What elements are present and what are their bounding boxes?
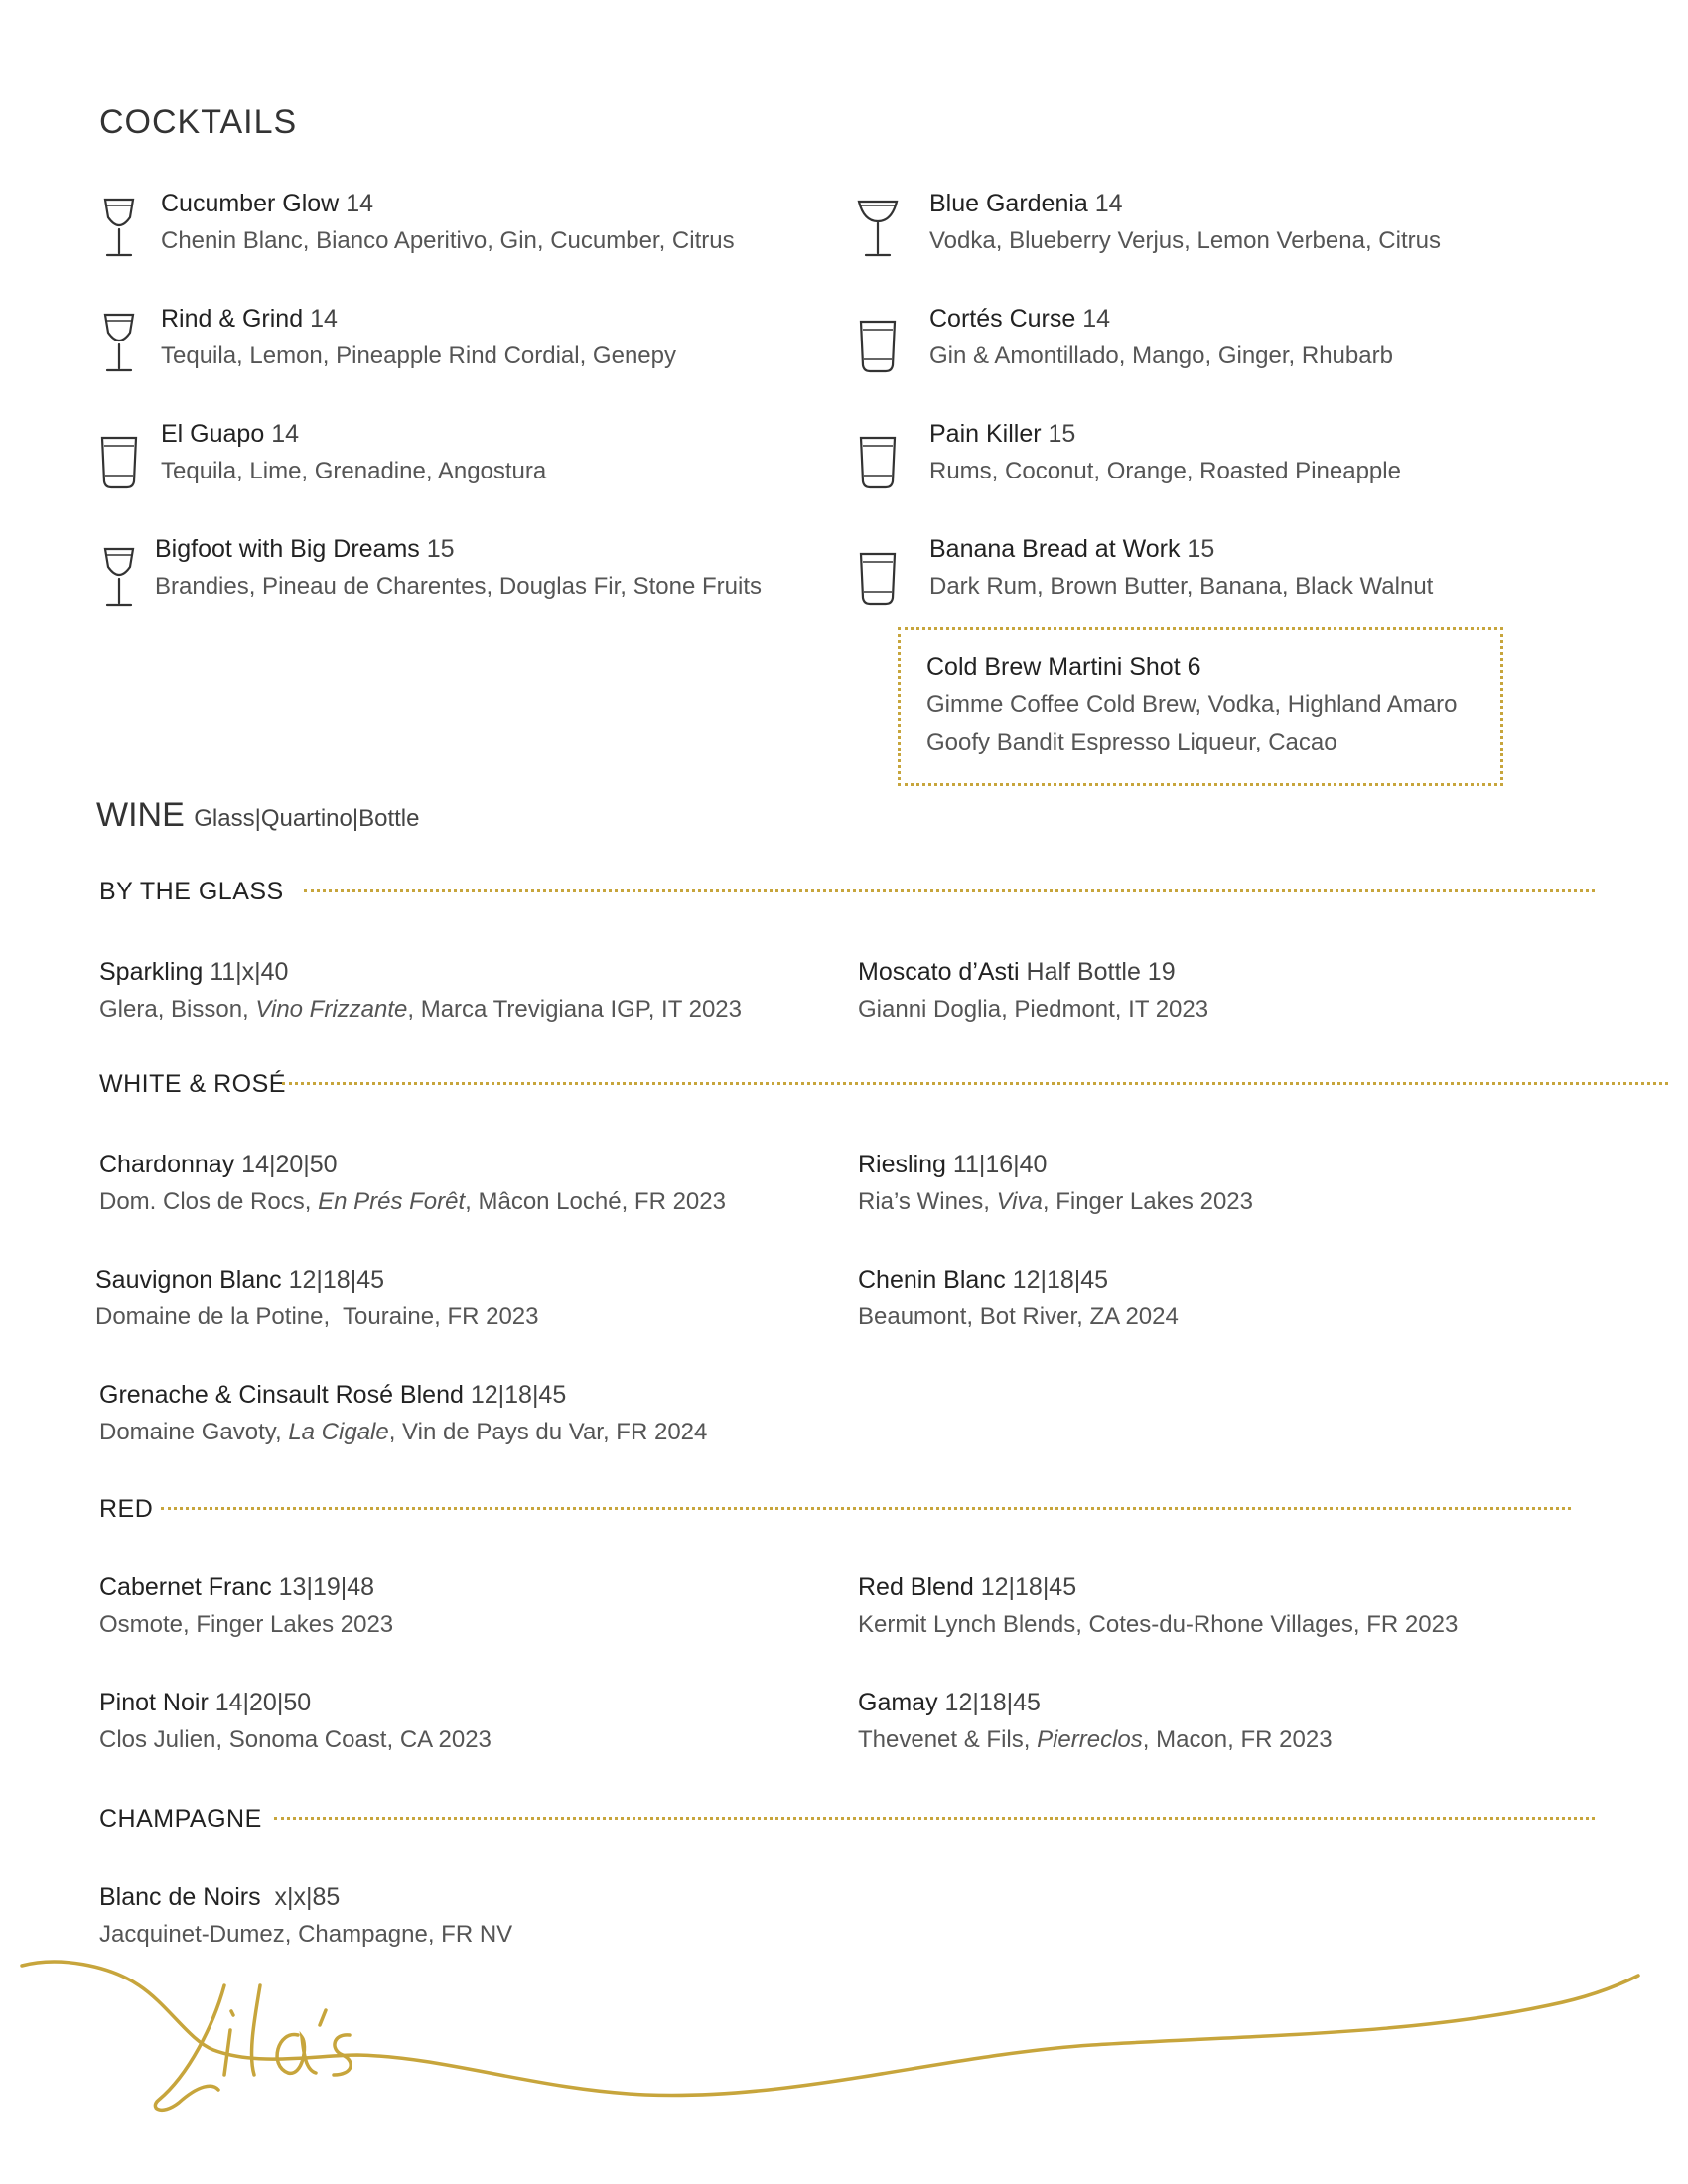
wine-desc-text: Osmote, Finger Lakes 2023 (99, 1611, 394, 1638)
cold-brew-shot-box (898, 627, 1503, 786)
cocktail-desc: Chenin Blanc, Bianco Aperitivo, Gin, Cucumber, Citrus (161, 227, 735, 254)
wine-item (99, 1146, 726, 1221)
wine-desc-text: , Finger Lakes 2023 (1042, 1188, 1253, 1215)
section-red: RED (99, 1495, 154, 1523)
cocktail-price: 14 (1094, 190, 1123, 217)
wine-name: Chardonnay (99, 1151, 235, 1178)
cocktail-price: 14 (346, 190, 373, 217)
wine-desc-text: , Vin de Pays du Var, FR 2024 (388, 1419, 708, 1445)
wine-item (858, 953, 1208, 1028)
cocktail-price: 15 (1048, 420, 1076, 448)
wine-name: Red Blend (858, 1573, 974, 1601)
wine-title: WINE (96, 796, 185, 834)
wine-desc (95, 1298, 539, 1336)
cocktail-price: 14 (1082, 305, 1111, 333)
cocktail-desc: Tequila, Lemon, Pineapple Rind Cordial, Genepy (161, 342, 676, 369)
wine-price: 12|18|45 (944, 1689, 1041, 1716)
wine-price: x|x|85 (267, 1883, 341, 1911)
wine-name: Cabernet Franc (99, 1573, 272, 1601)
wine-item (99, 1376, 707, 1451)
cocktail-desc: Tequila, Lime, Grenadine, Angostura (161, 458, 547, 484)
wine-heading (96, 796, 419, 835)
cocktail-item (161, 185, 735, 260)
cocktail-name: Pain Killer (929, 420, 1042, 448)
cocktail-name: Cortés Curse (929, 305, 1076, 333)
wine-name: Chenin Blanc (858, 1266, 1006, 1294)
wine-item (99, 1569, 393, 1644)
cocktail-name: Bigfoot with Big Dreams (155, 535, 420, 563)
cocktail-price: 15 (1187, 535, 1215, 563)
wine-desc-text: Ria’s Wines, (858, 1188, 997, 1215)
wine-item (99, 1684, 492, 1759)
wine-desc (99, 991, 742, 1028)
cocktail-price: 14 (310, 305, 338, 333)
wine-desc-text: Dom. Clos de Rocs, (99, 1188, 319, 1215)
wine-price: 12|18|45 (288, 1266, 385, 1294)
wine-price: 11|x|40 (210, 958, 289, 986)
section-divider (274, 1817, 1595, 1820)
wine-price: 14|20|50 (241, 1151, 338, 1178)
wine-item (858, 1569, 1458, 1644)
wine-desc-italic: Vino Frizzante (255, 996, 408, 1023)
wine-desc-text: Domaine de la Potine, Touraine, FR 2023 (95, 1303, 539, 1330)
wine-glass-icon (97, 309, 141, 378)
wine-item (858, 1261, 1179, 1336)
coupe-glass-icon (856, 194, 900, 263)
wine-price: 12|18|45 (470, 1381, 567, 1409)
wine-desc-text: Domaine Gavoty, (99, 1419, 289, 1445)
wine-name: Grenache & Cinsault Rosé Blend (99, 1381, 464, 1409)
wine-name: Pinot Noir (99, 1689, 209, 1716)
wine-desc-italic: Viva (996, 1188, 1043, 1215)
wine-desc-text: Jacquinet-Dumez, Champagne, FR NV (99, 1921, 513, 1948)
cocktail-item (155, 530, 762, 606)
cocktail-name: Cucumber Glow (161, 190, 340, 217)
wine-desc-italic: La Cigale (288, 1419, 389, 1445)
section-divider (304, 889, 1595, 892)
wine-desc (99, 1183, 726, 1221)
wine-glass-icon (97, 194, 141, 263)
cocktail-desc: Dark Rum, Brown Butter, Banana, Black Walnut (929, 573, 1434, 600)
section-champagne: CHAMPAGNE (99, 1805, 262, 1833)
rocks-glass-icon (856, 314, 900, 383)
lilas-logo (0, 1926, 1688, 2124)
section-white-rose: WHITE & ROSÉ (99, 1070, 286, 1098)
wine-item (99, 953, 742, 1028)
wine-desc (99, 1721, 492, 1759)
wine-desc-text: , Macon, FR 2023 (1142, 1726, 1333, 1753)
cocktail-item (929, 185, 1441, 260)
wine-price: 11|16|40 (952, 1151, 1048, 1178)
wine-pour-sizes: Glass|Quartino|Bottle (194, 805, 420, 832)
wine-name: Riesling (858, 1151, 946, 1178)
wine-desc-text: Clos Julien, Sonoma Coast, CA 2023 (99, 1726, 492, 1753)
wine-desc-text: , Mâcon Loché, FR 2023 (465, 1188, 726, 1215)
cocktail-desc: Rums, Coconut, Orange, Roasted Pineapple (929, 458, 1401, 484)
shot-name: Cold Brew Martini Shot 6 (926, 653, 1201, 681)
wine-price: 12|18|45 (1012, 1266, 1109, 1294)
wine-price: 14|20|50 (214, 1689, 312, 1716)
wine-desc-text: Glera, Bisson, (99, 996, 256, 1023)
wine-item (858, 1684, 1333, 1759)
cocktail-desc: Brandies, Pineau de Charentes, Douglas Fir, Stone Fruits (155, 573, 762, 600)
wine-desc (99, 1606, 393, 1644)
rocks-glass-icon (856, 546, 900, 615)
wine-item (95, 1261, 539, 1336)
cocktail-name: Rind & Grind (161, 305, 304, 333)
section-divider (282, 1082, 1668, 1085)
section-by-the-glass: BY THE GLASS (99, 878, 284, 905)
wine-price: 13|19|48 (278, 1573, 375, 1601)
cocktail-item (929, 415, 1401, 490)
wine-desc (858, 1721, 1333, 1759)
wine-desc (858, 991, 1208, 1028)
wine-desc (858, 1606, 1458, 1644)
wine-desc (858, 1183, 1253, 1221)
wine-desc (858, 1298, 1179, 1336)
wine-desc-text: Beaumont, Bot River, ZA 2024 (858, 1303, 1179, 1330)
rocks-glass-icon (97, 430, 141, 499)
wine-desc-text: , Marca Trevigiana IGP, IT 2023 (407, 996, 742, 1023)
wine-desc-italic: En Prés Forêt (318, 1188, 466, 1215)
wine-item (858, 1146, 1253, 1221)
cocktails-heading: COCKTAILS (99, 103, 298, 141)
cocktail-price: 14 (271, 420, 300, 448)
cocktail-name: El Guapo (161, 420, 265, 448)
rocks-glass-icon (856, 430, 900, 499)
wine-price: Half Bottle 19 (1026, 958, 1176, 986)
shot-desc-line-1: Gimme Coffee Cold Brew, Vodka, Highland Amaro (926, 691, 1458, 718)
wine-desc-text: Gianni Doglia, Piedmont, IT 2023 (858, 996, 1209, 1023)
wine-name: Gamay (858, 1689, 938, 1716)
cocktail-price: 15 (426, 535, 455, 563)
wine-desc (99, 1414, 707, 1451)
cocktail-item (161, 415, 546, 490)
cocktail-name: Banana Bread at Work (929, 535, 1181, 563)
wine-name: Blanc de Noirs (99, 1883, 261, 1911)
cocktail-desc: Gin & Amontillado, Mango, Ginger, Rhubarb (929, 342, 1393, 369)
wine-name: Sauvignon Blanc (95, 1266, 282, 1294)
cocktail-desc: Vodka, Blueberry Verjus, Lemon Verbena, Citrus (929, 227, 1441, 254)
cocktail-item (929, 300, 1393, 375)
wine-name: Sparkling (99, 958, 204, 986)
wine-desc-text: Thevenet & Fils, (858, 1726, 1038, 1753)
cocktail-item (929, 530, 1433, 606)
section-divider (161, 1507, 1571, 1510)
wine-desc-italic: Pierreclos (1037, 1726, 1143, 1753)
cocktail-name: Blue Gardenia (929, 190, 1088, 217)
wine-price: 12|18|45 (980, 1573, 1077, 1601)
cocktail-item (161, 300, 676, 375)
shot-desc-line-2: Goofy Bandit Espresso Liqueur, Cacao (926, 729, 1337, 755)
wine-glass-icon (97, 543, 141, 613)
wine-desc-text: Kermit Lynch Blends, Cotes-du-Rhone Villages, FR 2023 (858, 1611, 1459, 1638)
wine-name: Moscato d’Asti (858, 958, 1020, 986)
